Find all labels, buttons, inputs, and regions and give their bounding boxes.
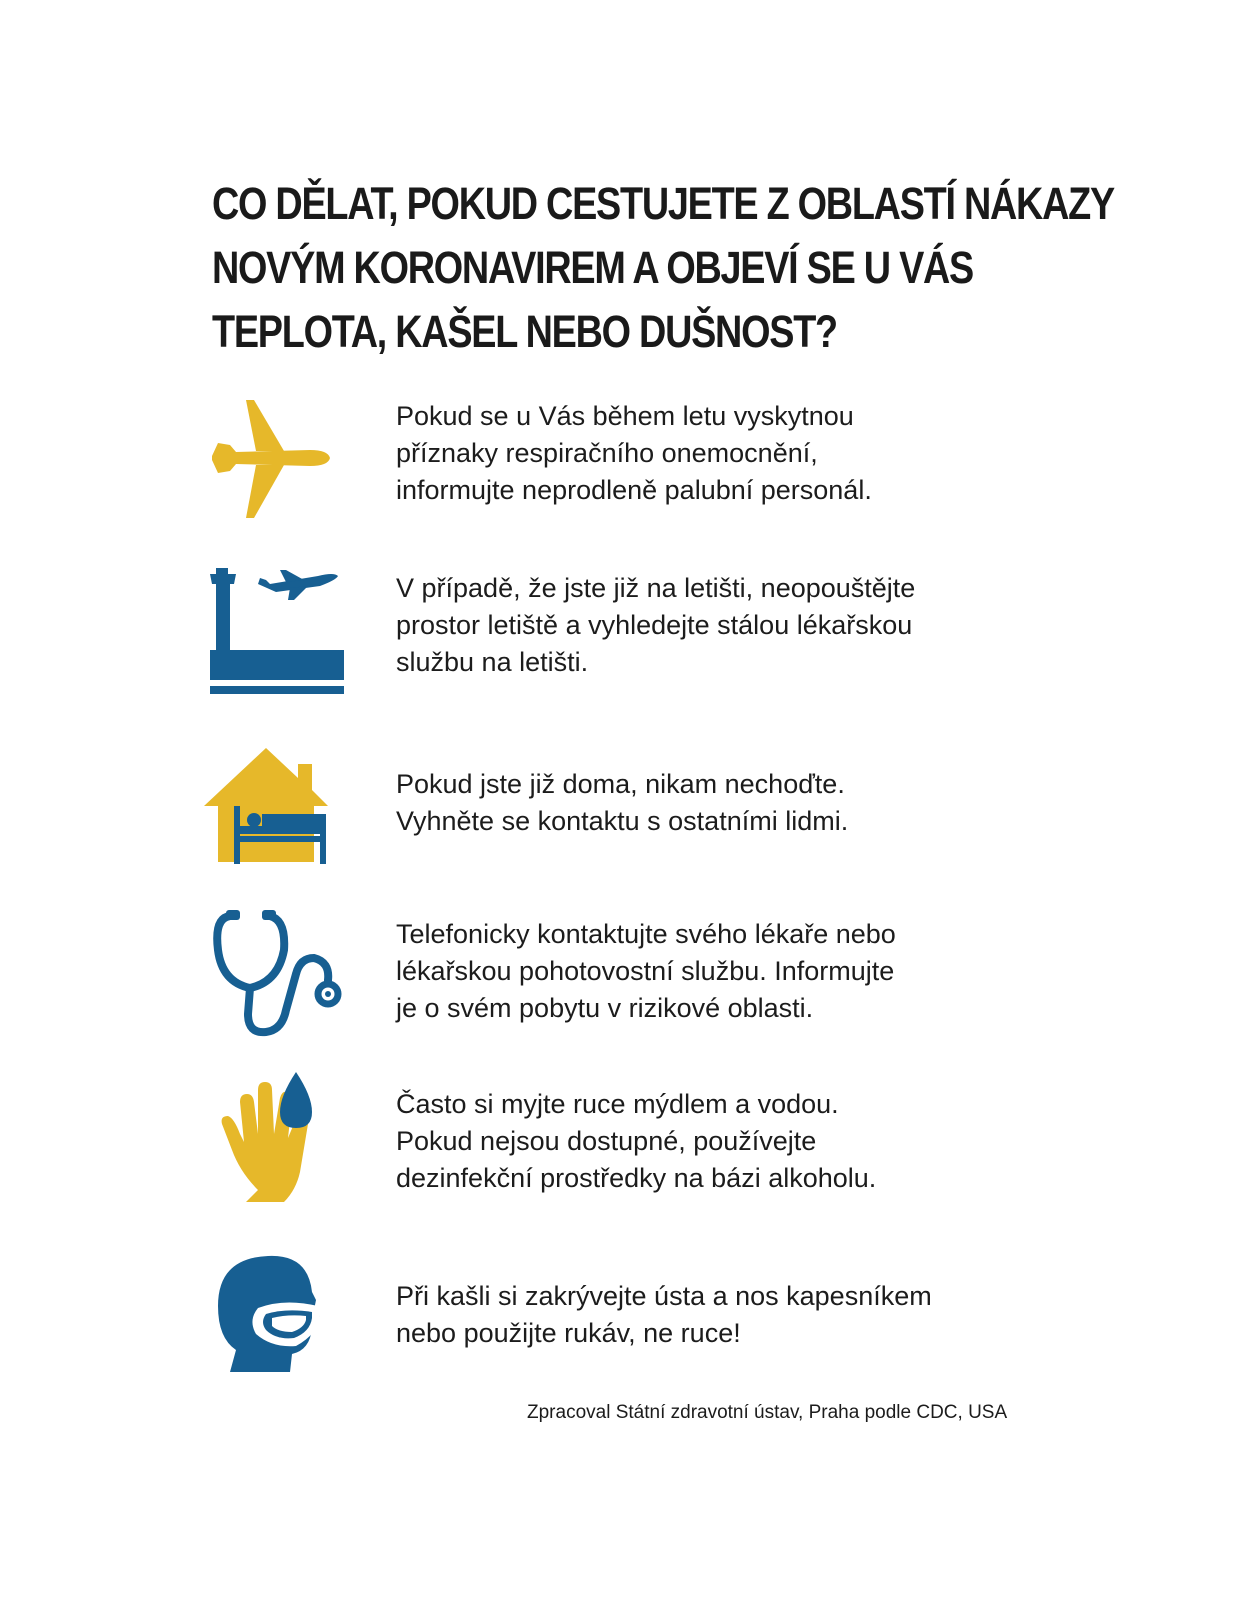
hand-water-drop-icon	[200, 1072, 350, 1202]
advice-text: Pokud se u Vás během letu vyskytnou příznaky respiračního onemocnění, informujte neprodleně palubní personál.	[396, 401, 872, 505]
page-title	[212, 172, 1114, 364]
title-line: NOVÝM KORONAVIREM A OBJEVÍ SE U VÁS	[212, 242, 974, 293]
source-credit: Zpracoval Státní zdravotní ústav, Praha podle CDC, USA	[527, 1402, 1008, 1423]
advice-text: Často si myjte ruce mýdlem a vodou. Pokud nejsou dostupné, používejte dezinfekční prostředky na bázi alkoholu.	[396, 1089, 877, 1193]
airplane-icon	[200, 398, 350, 528]
advice-text: V případě, že jste již na letišti, neopouštějte prostor letiště a vyhledejte stálou lékařskou službu na letišti.	[396, 573, 916, 677]
airport-tower-icon	[200, 566, 350, 696]
advice-text: Pokud jste již doma, nikam nechoďte. Vyhněte se kontaktu s ostatními lidmi.	[396, 769, 849, 836]
advice-text: Telefonicky kontaktujte svého lékaře nebo lékařskou pohotovostní službu. Informujte je o svém pobytu v rizikové oblasti.	[396, 919, 896, 1023]
title-line: CO DĚLAT, POKUD CESTUJETE Z OBLASTÍ NÁKAZY	[212, 178, 1114, 229]
stethoscope-icon	[200, 910, 350, 1040]
face-mask-icon	[200, 1254, 350, 1384]
house-bed-icon	[200, 744, 350, 874]
title-line: TEPLOTA, KAŠEL NEBO DUŠNOST?	[212, 306, 837, 357]
advice-text: Při kašli si zakrývejte ústa a nos kapesníkem nebo použijte rukáv, ne ruce!	[396, 1281, 932, 1348]
